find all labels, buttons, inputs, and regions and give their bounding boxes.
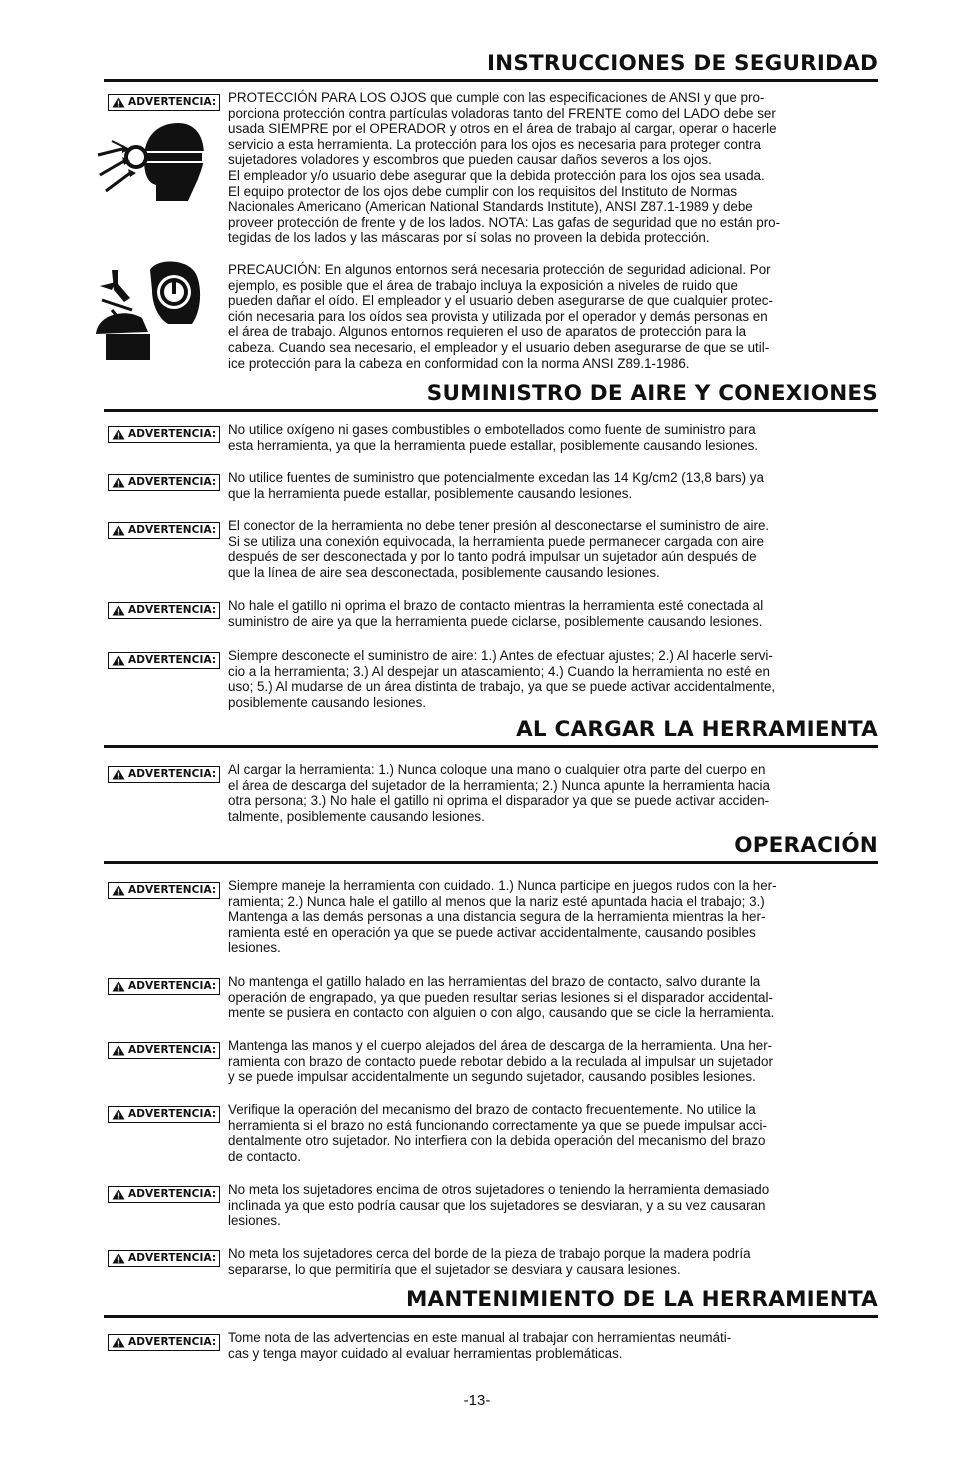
warning-item bbox=[104, 1034, 878, 1085]
warning-badge bbox=[108, 522, 220, 539]
section-title: OPERACIÓN bbox=[734, 833, 878, 858]
warning-badge-label: ADVERTENCIA: bbox=[128, 1108, 217, 1120]
warning-item bbox=[104, 970, 878, 1021]
warning-badge-label: ADVERTENCIA: bbox=[128, 980, 217, 992]
item-label-column bbox=[104, 758, 228, 785]
section-title: AL CARGAR LA HERRAMIENTA bbox=[516, 717, 878, 742]
warning-badge bbox=[108, 882, 220, 899]
warning-item bbox=[104, 514, 878, 580]
text-line: Si se utiliza una conexión equivocada, la herramienta puede permanecer cargada con aire bbox=[228, 533, 764, 549]
text-line: el área de descarga del sujetador de la herramienta; 2.) Nunca apunte la herramienta hacia bbox=[228, 777, 770, 793]
warning-triangle-icon bbox=[112, 1337, 125, 1348]
text-line: talmente, posiblemente causando lesiones. bbox=[228, 808, 485, 824]
text-line: herramienta si el brazo no está funcionando correctamente ya que se puede impulsar acci- bbox=[228, 1117, 767, 1133]
item-label-column bbox=[104, 418, 228, 445]
text-line: usada SIEMPRE por el OPERADOR y otros en el área de trabajo al cargar, operar o hacerle bbox=[228, 121, 777, 137]
text-line: ción necesaria para los oídos sea provista y utilizada por el operador y demás personas en bbox=[228, 308, 768, 324]
warning-item bbox=[104, 594, 878, 629]
text-line: ice protección para la cabeza en conformidad con la norma ANSI Z89.1-1986. bbox=[228, 355, 690, 371]
text-line: operación de engrapado, ya que pueden resultar serias lesiones si el disparador accidental- bbox=[228, 989, 773, 1005]
warning-text bbox=[228, 644, 878, 710]
warning-triangle-icon bbox=[112, 525, 125, 536]
text-line: mente se pusiera en contacto con alguien o con algo, causando que se cicle la herramienta. bbox=[228, 1005, 775, 1021]
warning-text bbox=[228, 514, 878, 580]
item-label-column bbox=[104, 1098, 228, 1125]
text-line: Verifique la operación del mecanismo del brazo de contacto frecuentemente. No utilice la bbox=[228, 1102, 756, 1117]
text-line: El empleador y/o usuario debe asegurar que la debida protección para los ojos sea usada. bbox=[228, 167, 765, 183]
text-line: lesiones. bbox=[228, 940, 281, 956]
warning-badge bbox=[108, 1250, 220, 1267]
section-divider bbox=[104, 79, 878, 82]
text-line: No mantenga el gatillo halado en las herramientas del brazo de contacto, salvo durante la bbox=[228, 974, 761, 989]
warning-text bbox=[228, 466, 878, 501]
warning-text bbox=[228, 758, 878, 824]
text-line: el área de trabajo. Algunos entornos requieren el uso de aparatos de protección para la bbox=[228, 324, 747, 340]
warning-item bbox=[104, 418, 878, 453]
warning-badge bbox=[108, 1186, 220, 1203]
warning-text bbox=[228, 1034, 878, 1085]
text-line: cabeza. Cuando sea necesario, el empleador y el usuario deben asegurarse de que se util- bbox=[228, 339, 770, 355]
warning-badge-label: ADVERTENCIA: bbox=[128, 768, 217, 780]
text-line: servicio a esta herramienta. La protección para los ojos es necesaria para proteger contra bbox=[228, 136, 761, 152]
warning-item bbox=[104, 1242, 878, 1277]
warning-text bbox=[228, 1326, 878, 1361]
warning-item bbox=[104, 644, 878, 710]
item-label-column bbox=[104, 466, 228, 493]
text-line: y se puede impulsar accidentalmente un segundo sujetador, causando posibles lesiones. bbox=[228, 1069, 756, 1085]
hearing-head-protection-icon bbox=[96, 260, 228, 369]
item-label-column bbox=[104, 514, 228, 541]
text-line: Nacionales Americano (American National Standards Institute), ANSI Z87.1-1989 y debe bbox=[228, 199, 753, 215]
warning-text bbox=[228, 874, 878, 956]
page-number: -13- bbox=[463, 1392, 491, 1409]
text-line: El conector de la herramienta no debe tener presión al desconectarse el suministro de aire. bbox=[228, 518, 770, 533]
warning-triangle-icon bbox=[112, 97, 125, 108]
section-divider bbox=[104, 1315, 878, 1318]
text-line: cio a la herramienta; 3.) Al despejar un atascamiento; 4.) Cuando la herramienta no esté en bbox=[228, 663, 770, 679]
warning-badge-label: ADVERTENCIA: bbox=[128, 884, 217, 896]
warning-badge-label: ADVERTENCIA: bbox=[128, 96, 217, 108]
section bbox=[104, 50, 878, 82]
text-line: No meta los sujetadores cerca del borde de la pieza de trabajo porque la madera podría bbox=[228, 1246, 751, 1261]
warning-triangle-icon bbox=[112, 1109, 125, 1120]
warning-item bbox=[104, 874, 878, 956]
text-line: Siempre desconecte el suministro de aire: 1.) Antes de efectuar ajustes; 2.) Al hacerle servi- bbox=[228, 648, 773, 663]
warning-badge-label: ADVERTENCIA: bbox=[128, 1336, 217, 1348]
section-title: INSTRUCCIONES DE SEGURIDAD bbox=[486, 51, 878, 76]
text-line: de contacto. bbox=[228, 1148, 301, 1164]
warning-triangle-icon bbox=[112, 605, 125, 616]
text-line: esta herramienta, ya que la herramienta puede estallar, posiblemente causando lesiones. bbox=[228, 437, 759, 453]
warning-badge-label: ADVERTENCIA: bbox=[128, 1188, 217, 1200]
text-line: tegidas de los lados y las máscaras por sí solas no proveen la debida protección. bbox=[228, 230, 710, 246]
text-line: posiblemente causando lesiones. bbox=[228, 694, 427, 710]
warning-badge bbox=[108, 766, 220, 783]
warning-badge bbox=[108, 1106, 220, 1123]
item-label-column bbox=[104, 86, 228, 208]
warning-badge-label: ADVERTENCIA: bbox=[128, 654, 217, 666]
text-line: que la línea de aire sea desconectada, posiblemente causando lesiones. bbox=[228, 564, 660, 580]
warning-text bbox=[228, 594, 878, 629]
warning-badge-label: ADVERTENCIA: bbox=[128, 1252, 217, 1264]
item-label-column bbox=[104, 258, 228, 369]
warning-badge bbox=[108, 652, 220, 669]
text-line: proveer protección de frente y de los lados. NOTA: Las gafas de seguridad que no están pro- bbox=[228, 214, 781, 230]
warning-badge bbox=[108, 1334, 220, 1351]
text-line: lesiones. bbox=[228, 1213, 281, 1229]
text-line: No hale el gatillo ni oprima el brazo de contacto mientras la herramienta esté conectada al bbox=[228, 598, 764, 613]
warning-badge-label: ADVERTENCIA: bbox=[128, 476, 217, 488]
text-line: que la herramienta puede estallar, posiblemente causando lesiones. bbox=[228, 485, 633, 501]
warning-item bbox=[104, 258, 878, 371]
warning-text bbox=[228, 970, 878, 1021]
section bbox=[104, 1286, 878, 1318]
warning-text bbox=[228, 1242, 878, 1277]
section-title: SUMINISTRO DE AIRE Y CONEXIONES bbox=[426, 381, 878, 406]
text-line: dentalmente otro sujetador. No interfiera con la debida operación del mecanismo del brazo bbox=[228, 1133, 766, 1149]
warning-triangle-icon bbox=[112, 1253, 125, 1264]
section-divider bbox=[104, 409, 878, 412]
text-line: ramienta; 2.) Nunca hale el gatillo al menos que la nariz esté apuntada hacia el trabajo; 3.) bbox=[228, 893, 765, 909]
warning-item bbox=[104, 1098, 878, 1164]
warning-text bbox=[228, 418, 878, 453]
section-divider bbox=[104, 745, 878, 748]
text-line: inclinada ya que esto podría causar que los sujetadores se desviaran, y a su vez causaran bbox=[228, 1197, 766, 1213]
text-line: cas y tenga mayor cuidado al evaluar herramientas problemáticas. bbox=[228, 1345, 623, 1361]
warning-triangle-icon bbox=[112, 655, 125, 666]
warning-text bbox=[228, 1178, 878, 1229]
text-line: El equipo protector de los ojos debe cumplir con los requisitos del Instituto de Normas bbox=[228, 183, 738, 199]
warning-text bbox=[228, 86, 878, 246]
warning-badge-label: ADVERTENCIA: bbox=[128, 524, 217, 536]
item-label-column bbox=[104, 1242, 228, 1269]
warning-badge-label: ADVERTENCIA: bbox=[128, 1044, 217, 1056]
item-label-column bbox=[104, 970, 228, 997]
text-line: después de ser desconectada y por lo tanto podrá impulsar un sujetador aún después de bbox=[228, 549, 757, 565]
warning-triangle-icon bbox=[112, 477, 125, 488]
text-line: No utilice fuentes de suministro que potencialmente excedan las 14 Kg/cm2 (13,8 bars) ya bbox=[228, 470, 764, 485]
text-line: Mantenga las manos y el cuerpo alejados del área de descarga de la herramienta. Una her- bbox=[228, 1038, 773, 1053]
item-label-column bbox=[104, 1034, 228, 1061]
warning-triangle-icon bbox=[112, 885, 125, 896]
warning-badge bbox=[108, 1042, 220, 1059]
item-label-column bbox=[104, 874, 228, 901]
item-label-column bbox=[104, 594, 228, 621]
text-line: sujetadores voladores y escombros que pueden causar daños severos a los ojos. bbox=[228, 152, 712, 168]
warning-item bbox=[104, 86, 878, 246]
text-line: uso; 5.) Al mudarse de un área distinta de trabajo, ya que se puede activar accidentalmente, bbox=[228, 679, 776, 695]
safety-glasses-icon bbox=[96, 121, 228, 208]
warning-triangle-icon bbox=[112, 429, 125, 440]
warning-badge bbox=[108, 426, 220, 443]
warning-triangle-icon bbox=[112, 1045, 125, 1056]
warning-triangle-icon bbox=[112, 981, 125, 992]
text-line: ejemplo, es posible que el área de trabajo incluya la exposición a niveles de ruido que bbox=[228, 277, 738, 293]
text-line: ramienta esté en operación ya que se puede activar accidentalmente, causando posibles bbox=[228, 924, 756, 940]
text-line: ramienta con brazo de contacto puede rebotar debido a la reculada al impulsar un sujetador bbox=[228, 1053, 773, 1069]
warning-badge-label: ADVERTENCIA: bbox=[128, 604, 217, 616]
text-line: Siempre maneje la herramienta con cuidado. 1.) Nunca participe en juegos rudos con la her- bbox=[228, 878, 777, 893]
warning-badge bbox=[108, 978, 220, 995]
section bbox=[104, 832, 878, 864]
text-line: No meta los sujetadores encima de otros sujetadores o teniendo la herramienta demasiado bbox=[228, 1182, 770, 1197]
item-label-column bbox=[104, 1326, 228, 1353]
text-line: Tome nota de las advertencias en este manual al trabajar con herramientas neumáti- bbox=[228, 1330, 732, 1345]
item-label-column bbox=[104, 644, 228, 671]
warning-badge bbox=[108, 94, 220, 111]
warning-badge bbox=[108, 474, 220, 491]
warning-badge-label: ADVERTENCIA: bbox=[128, 428, 217, 440]
section bbox=[104, 716, 878, 748]
text-line: porciona protección contra partículas voladoras tanto del FRENTE como del LADO debe ser bbox=[228, 105, 776, 121]
warning-text bbox=[228, 1098, 878, 1164]
text-line: Mantenga a las demás personas a una distancia segura de la herramienta mientras la her- bbox=[228, 909, 766, 925]
warning-item bbox=[104, 758, 878, 824]
text-line: PRECAUCIÓN: En algunos entornos será necesaria protección de seguridad adicional. Por bbox=[228, 262, 771, 277]
text-line: suministro de aire ya que la herramienta puede ciclarse, posiblemente causando lesiones. bbox=[228, 613, 763, 629]
warning-triangle-icon bbox=[112, 1189, 125, 1200]
text-line: otra persona; 3.) No hale el gatillo ni oprima el disparador ya que se puede activar acciden- bbox=[228, 793, 770, 809]
warning-item bbox=[104, 1178, 878, 1229]
warning-item bbox=[104, 466, 878, 501]
section bbox=[104, 380, 878, 412]
warning-badge bbox=[108, 602, 220, 619]
text-line: Al cargar la herramienta: 1.) Nunca coloque una mano o cualquier otra parte del cuerpo en bbox=[228, 762, 766, 777]
section-title: MANTENIMIENTO DE LA HERRAMIENTA bbox=[405, 1287, 878, 1312]
text-line: PROTECCIÓN PARA LOS OJOS que cumple con las especificaciones de ANSI y que pro- bbox=[228, 90, 765, 105]
text-line: separarse, lo que permitiría que el sujetador se desviara y causara lesiones. bbox=[228, 1261, 681, 1277]
section-divider bbox=[104, 861, 878, 864]
warning-text bbox=[228, 258, 878, 371]
warning-item bbox=[104, 1326, 878, 1361]
warning-triangle-icon bbox=[112, 769, 125, 780]
text-line: pueden dañar el oído. El empleador y el usuario deben asegurarse de que cualquier protec- bbox=[228, 293, 773, 309]
item-label-column bbox=[104, 1178, 228, 1205]
text-line: No utilice oxígeno ni gases combustibles o embotellados como fuente de suministro para bbox=[228, 422, 756, 437]
